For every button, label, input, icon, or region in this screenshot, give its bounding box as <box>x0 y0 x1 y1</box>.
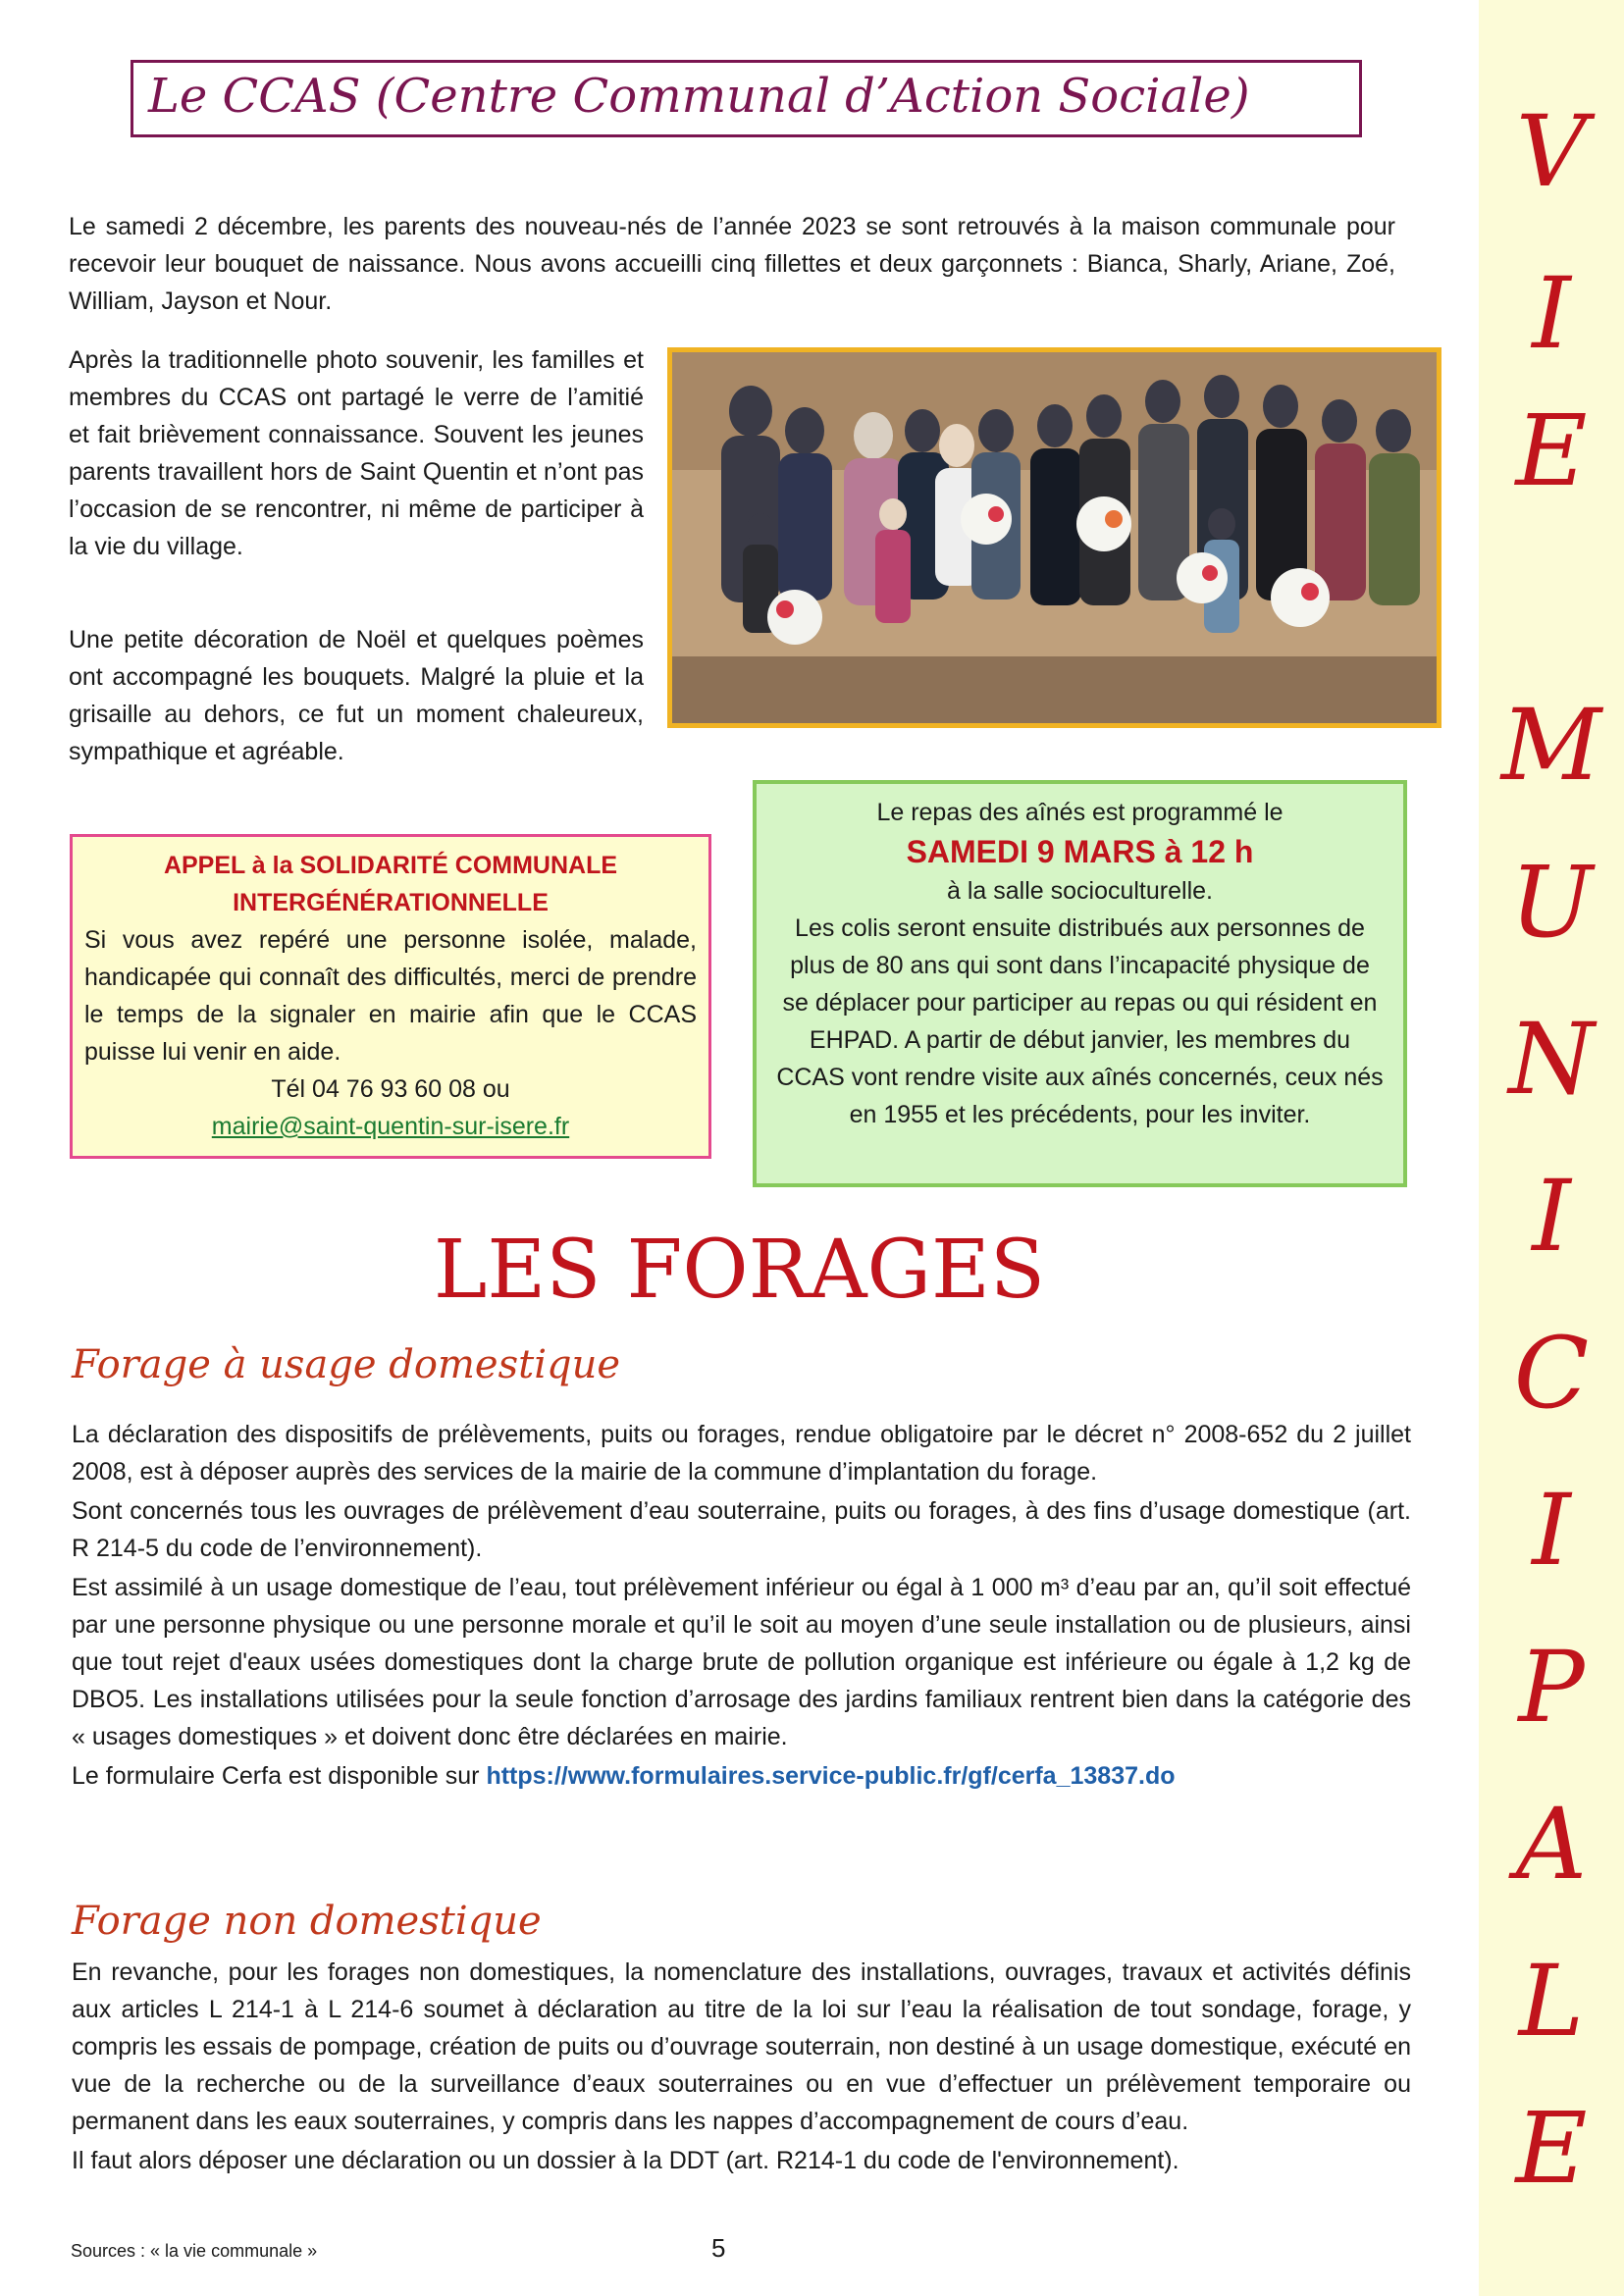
solidarity-phone: Tél 04 76 93 60 08 ou <box>271 1075 510 1103</box>
side-letter: N <box>1508 1002 1595 1117</box>
side-letter: V <box>1515 94 1588 209</box>
solidarity-title-line1: APPEL à la SOLIDARITÉ COMMUNALE <box>163 852 618 879</box>
side-letter: P <box>1518 1630 1585 1745</box>
side-letter: I <box>1532 256 1571 371</box>
repas-body: Les colis seront ensuite distribués aux personnes de plus de 80 ans qui sont dans l’incapacité physique de se déplacer pour participer au repas ou qui résident en EHPAD. A partir de début janvier, les membres du CCAS vont rendre visite aux aînés concernés, ceux nés en 1955 et les précédents, pour les inviter. <box>776 914 1384 1128</box>
side-band-vie-municipale <box>1479 0 1624 2296</box>
cerfa-link[interactable]: https://www.formulaires.service-public.fr/gf/cerfa_13837.do <box>486 1762 1176 1790</box>
side-letter: E <box>1515 393 1588 508</box>
cerfa-prefix: Le formulaire Cerfa est disponible sur <box>72 1762 487 1790</box>
ccas-title: Le CCAS (Centre Communal d’Action Sociale) <box>148 69 1250 124</box>
solidarity-body: Si vous avez repéré une personne isolée, malade, handicapée qui connaît des difficultés, merci de prendre le temps de la signaler en mairie afin que le CCAS puisse lui venir en aide. <box>84 926 697 1066</box>
side-letter: A <box>1515 1787 1588 1902</box>
page-number: 5 <box>711 2233 726 2263</box>
cerfa-paragraph <box>72 1757 1411 1795</box>
side-letter: C <box>1513 1316 1590 1431</box>
forage-domestique-paragraph: Sont concernés tous les ouvrages de prélèvement d’eau souterraine, puits ou forages, à des fins d’usage domestique (art. R 214-5 du code de l’environnement). <box>72 1497 1411 1562</box>
side-letter: I <box>1532 1159 1571 1274</box>
forages-title: LES FORAGES <box>433 1224 1046 1317</box>
forage-domestique-paragraph: La déclaration des dispositifs de prélèvements, puits ou forages, rendue obligatoire par le décret n° 2008-652 du 2 juillet 2008, est à déposer auprès des services de la mairie de la commune d’implantation du forage. <box>72 1421 1411 1486</box>
group-photo <box>667 347 1441 728</box>
solidarity-title-line2: INTERGÉNÉRATIONNELLE <box>233 889 549 916</box>
repas-location: à la salle socioculturelle. <box>947 877 1213 905</box>
forage-non-domestique-paragraph: Il faut alors déposer une déclaration ou un dossier à la DDT (art. R214-1 du code de l'environnement). <box>72 2147 1179 2174</box>
repas-aines-box <box>753 780 1407 1187</box>
solidarity-email-link[interactable]: mairie@saint-quentin-sur-isere.fr <box>211 1113 570 1140</box>
ccas-intro-paragraph: Le samedi 2 décembre, les parents des nouveau-nés de l’année 2023 se sont retrouvés à la maison communale pour recevoir leur bouquet de naissance. Nous avons accueilli cinq fillettes et deux garçonnets : Bianca, Sharly, Ariane, Zoé, William, Jayson et Nour. <box>69 213 1395 315</box>
sources-footnote: Sources : « la vie communale » <box>71 2241 318 2261</box>
ccas-title-box <box>131 60 1362 137</box>
side-letter: U <box>1509 845 1594 960</box>
forage-non-domestique-heading: Forage non domestique <box>72 1899 542 1944</box>
side-letter: M <box>1500 688 1602 803</box>
forage-non-domestique-paragraph: En revanche, pour les forages non domestiques, la nomenclature des installations, ouvrages, travaux et activités définis aux articles L 214-1 à L 214-6 soumet à déclaration au titre de la loi sur l’eau la réalisation de tout sondage, forage, y compris les essais de pompage, création de puits ou d’ouvrage souterrain, non destiné à un usage domestique, exécuté en vue de la recherche ou de la surveillance d’eaux souterraines ou en vue d’effectuer un prélèvement temporaire ou permanent dans les eaux souterraines, y compris dans les nappes d’accompagnement de cours d’eau. <box>72 1958 1411 2135</box>
ccas-photo-paragraph: Après la traditionnelle photo souvenir, les familles et membres du CCAS ont partagé le verre de l’amitié et fait brièvement connaissance. Souvent les jeunes parents travaillent hors de Saint Quentin et n’ont pas l’occasion de se rencontrer, ni même de participer à la vie du village. <box>69 346 644 560</box>
solidarity-appeal-box <box>70 834 711 1159</box>
forage-non-domestique-text <box>72 1954 1411 2181</box>
forage-domestique-text <box>72 1416 1411 1797</box>
group-photo-illustration <box>672 352 1437 723</box>
ccas-decoration-paragraph: Une petite décoration de Noël et quelques poèmes ont accompagné les bouquets. Malgré la pluie et la grisaille au dehors, ce fut un moment chaleureux, sympathique et agréable. <box>69 626 644 765</box>
repas-intro: Le repas des aînés est programmé le <box>876 799 1283 826</box>
side-letter: E <box>1515 2091 1588 2206</box>
side-letter: I <box>1532 1473 1571 1588</box>
forage-domestique-heading: Forage à usage domestique <box>72 1342 621 1387</box>
forage-domestique-paragraph: Est assimilé à un usage domestique de l’eau, tout prélèvement inférieur ou égal à 1 000 m³ d’eau par an, qu’il soit effectué par une personne physique ou une personne morale et qu’il le soit au moyen d’une seule installation ou de plusieurs, ainsi que tout rejet d'eaux usées domestiques dont la charge brute de pollution organique est inférieure ou égale à 1,2 kg de DBO5. Les installations utilisées pour la seule fonction d’arrosage des jardins familiaux rentrent bien dans la catégorie des « usages domestiques » et doivent donc être déclarées en mairie. <box>72 1574 1411 1750</box>
side-letter: L <box>1518 1944 1585 2059</box>
repas-date: SAMEDI 9 MARS à 12 h <box>906 834 1254 869</box>
